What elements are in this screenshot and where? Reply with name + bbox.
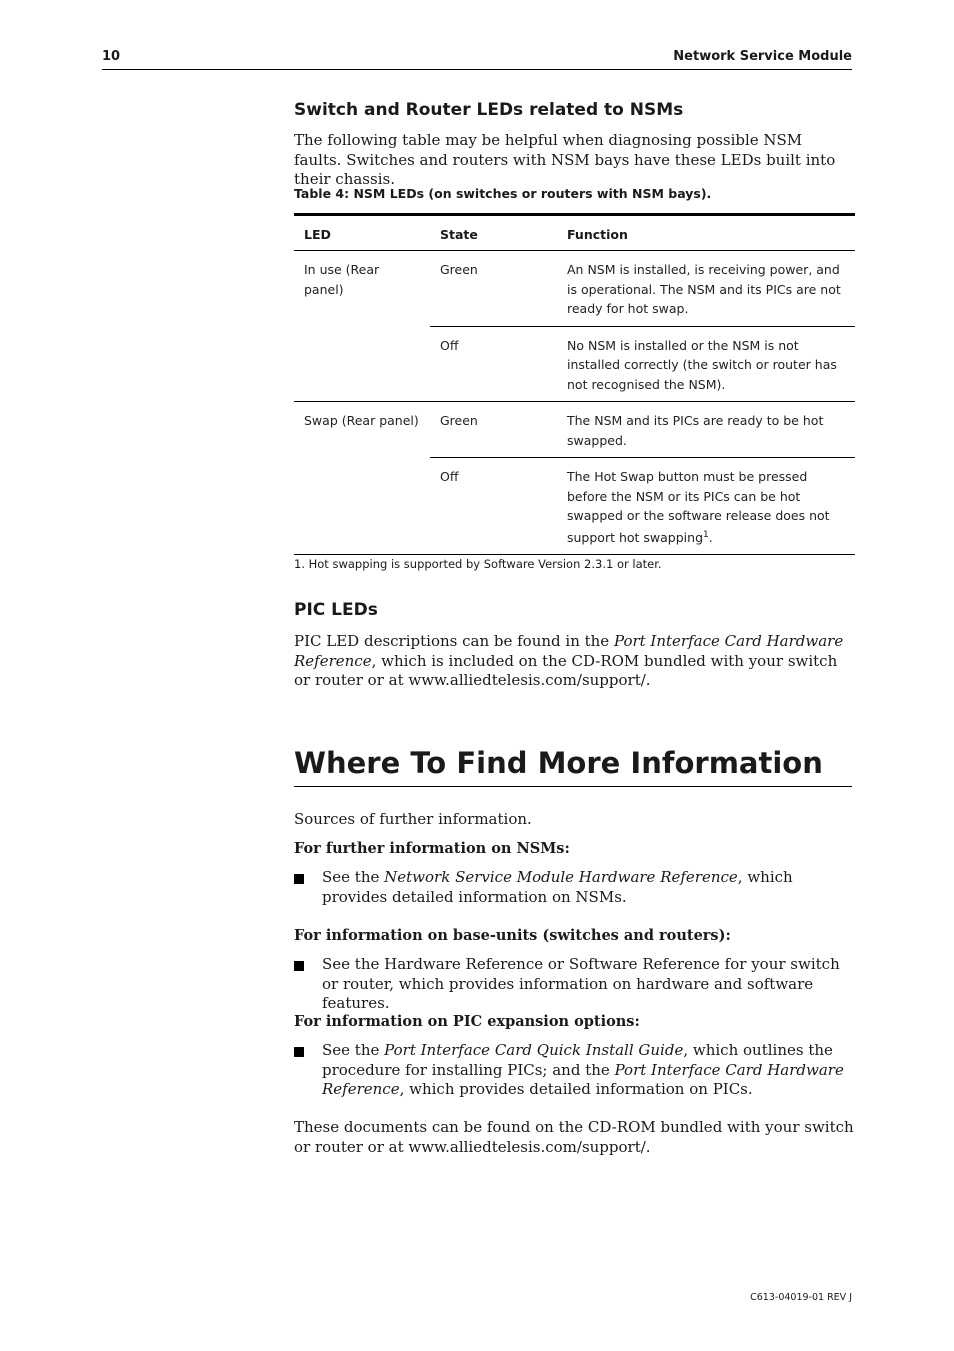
- cell-led: In use (Rear panel): [304, 262, 380, 297]
- section-heading-pic-leds: PIC LEDs: [294, 600, 378, 620]
- cell-function: An NSM is installed, is receiving power, and is operational. The NSM and its PICs are not ready for hot swap.: [567, 262, 841, 316]
- table-header-row: [294, 215, 855, 251]
- cell-state: Green: [440, 262, 478, 277]
- cell-led: Swap (Rear panel): [294, 402, 430, 458]
- nsm-lead: For further information on NSMs:: [294, 840, 570, 857]
- cell-state: Off: [430, 326, 557, 402]
- header-led: LED: [294, 215, 430, 251]
- footnote-marker: 1: [703, 529, 709, 540]
- nsm-leds-table: [294, 213, 855, 555]
- table-row: [294, 326, 855, 402]
- list-item: [294, 955, 854, 1014]
- text-segment: , which provides detailed information on PICs.: [399, 1080, 753, 1098]
- cell-function: [557, 458, 855, 555]
- cell-state: Green: [430, 402, 557, 458]
- pic-lead: For information on PIC expansion options:: [294, 1013, 640, 1030]
- page-header: [102, 47, 852, 70]
- bullet-text: See the Hardware Reference or Software Reference for your switch or router, which provides information on hardware and software features.: [322, 955, 840, 1012]
- header-function: Function: [557, 215, 855, 251]
- section-intro: The following table may be helpful when diagnosing possible NSM faults. Switches and routers with NSM bays have these LEDs built into their chassis.: [294, 131, 836, 188]
- cell-state: Off: [430, 458, 557, 555]
- text-segment: , which is included on the CD-ROM bundled with your switch or router or at www.alliedtelesis.com/support/.: [294, 651, 838, 689]
- text-segment: , which outlines the procedure for installing PICs; and the: [322, 1041, 833, 1079]
- reference-title: Network Service Module Hardware Reference: [384, 868, 738, 886]
- document-id: C613-04019-01 REV J: [750, 1292, 852, 1303]
- text-segment: See the: [322, 868, 385, 886]
- bullet-square-icon: [294, 874, 304, 884]
- text-segment: See the: [322, 1041, 385, 1059]
- main-heading: Where To Find More Information: [294, 744, 852, 787]
- cell-led: [294, 326, 430, 402]
- table-footnote: 1. Hot swapping is supported by Software Version 2.3.1 or later.: [294, 557, 662, 571]
- table-caption: Table 4: NSM LEDs (on switches or routers with NSM bays).: [294, 186, 712, 201]
- table-row: [294, 458, 855, 555]
- closing-paragraph: These documents can be found on the CD-ROM bundled with your switch or router or at www.alliedtelesis.com/support/.: [294, 1118, 854, 1156]
- reference-title: Port Interface Card Hardware Reference: [322, 1060, 844, 1098]
- table-row: [294, 251, 855, 327]
- bullet-square-icon: [294, 961, 304, 971]
- text-segment: PIC LED descriptions can be found in the: [294, 632, 614, 650]
- sources-intro: Sources of further information.: [294, 810, 532, 828]
- cell-function: The NSM and its PICs are ready to be hot swapped.: [557, 402, 855, 458]
- bullet-text: [322, 1041, 854, 1100]
- table-row: [294, 402, 855, 458]
- bullet-text: [322, 868, 854, 907]
- list-item: [294, 868, 854, 907]
- pic-leds-paragraph: [294, 632, 854, 691]
- base-lead: For information on base-units (switches and routers):: [294, 927, 731, 944]
- cell-function: No NSM is installed or the NSM is not installed correctly (the switch or router has not recognised the NSM).: [557, 326, 855, 402]
- list-item: [294, 1041, 854, 1100]
- section-heading-leds: Switch and Router LEDs related to NSMs: [294, 100, 684, 120]
- function-text: The Hot Swap button must be pressed before the NSM or its PICs can be hot swapped or the software release does not support hot swapping: [567, 469, 830, 545]
- header-title: Network Service Module: [673, 49, 852, 64]
- header-state: State: [430, 215, 557, 251]
- text-segment: , which provides detailed information on NSMs.: [322, 868, 793, 906]
- reference-title: Port Interface Card Hardware Reference: [294, 632, 844, 670]
- reference-title: Port Interface Card Quick Install Guide: [384, 1041, 684, 1059]
- function-suffix: .: [708, 529, 713, 545]
- page-number: 10: [102, 49, 121, 64]
- bullet-square-icon: [294, 1047, 304, 1057]
- cell-led: [294, 458, 430, 555]
